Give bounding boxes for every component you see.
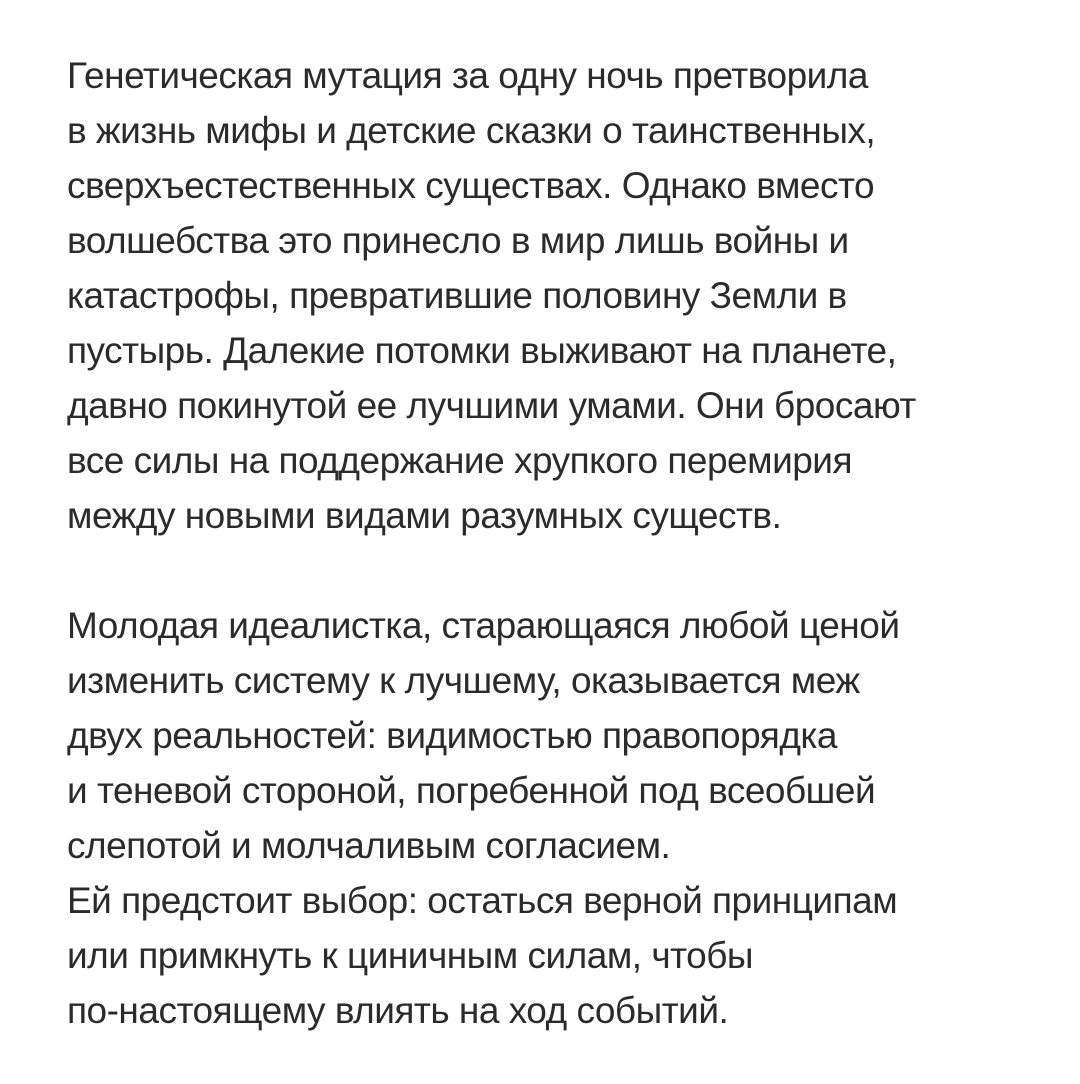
text-line: катастрофы, превратившие половину Земли в <box>67 275 847 316</box>
text-line: по-настоящему влиять на ход событий. <box>67 990 729 1031</box>
text-line: пустырь. Далекие потомки выживают на планете, <box>67 330 897 371</box>
text-line: Генетическая мутация за одну ночь претворила <box>67 55 868 96</box>
description-text <box>67 48 1040 1038</box>
text-line: двух реальностей: видимостью правопорядка <box>67 715 837 756</box>
text-line: все силы на поддержание хрупкого перемирия <box>67 440 853 481</box>
text-line: или примкнуть к циничным силам, чтобы <box>67 935 753 976</box>
text-line: изменить систему к лучшему, оказывается меж <box>67 660 860 701</box>
text-line: между новыми видами разумных существ. <box>67 495 782 536</box>
text-line: и теневой стороной, погребенной под всеобшей <box>67 770 876 811</box>
paragraph-gap <box>67 543 1040 598</box>
paragraph-1 <box>67 48 1040 543</box>
text-line: слепотой и молчаливым согласием. <box>67 825 671 866</box>
paragraph-2 <box>67 598 1040 1038</box>
text-line: Ей предстоит выбор: остаться верной принципам <box>67 880 898 921</box>
text-line: в жизнь мифы и детские сказки о таинственных, <box>67 110 876 151</box>
text-line: сверхъестественных существах. Однако вместо <box>67 165 875 206</box>
text-line: волшебства это принесло в мир лишь войны и <box>67 220 849 261</box>
text-line: давно покинутой ее лучшими умами. Они бросают <box>67 385 916 426</box>
text-line: Молодая идеалистка, старающаяся любой ценой <box>67 605 900 646</box>
